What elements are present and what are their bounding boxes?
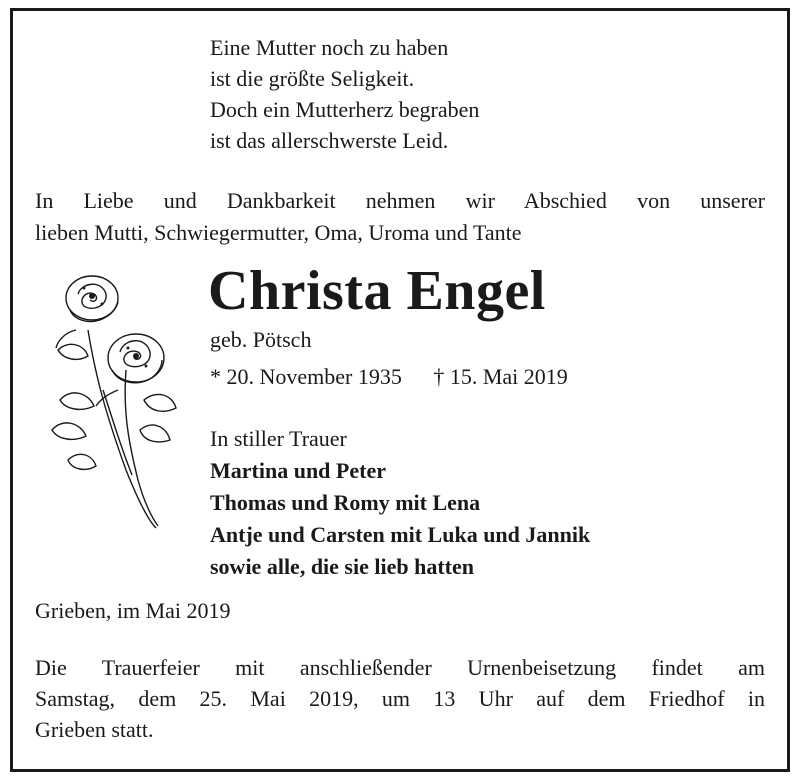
- funeral-line: Samstag, dem 25. Mai 2019, um 13 Uhr auf dem Friedhof in: [35, 686, 765, 711]
- mourner-name: Thomas und Romy mit Lena: [210, 490, 481, 515]
- life-dates: [210, 362, 568, 392]
- intro-line: lieben Mutti, Schwiegermutter, Oma, Uroma und Tante: [35, 220, 522, 245]
- funeral-line: Grieben statt.: [35, 717, 154, 742]
- mourners-heading: In stiller Trauer: [210, 426, 347, 451]
- funeral-info: [35, 652, 765, 745]
- poem-line: ist die größte Seligkeit.: [210, 66, 415, 91]
- poem-line: ist das allerschwerste Leid.: [210, 128, 449, 153]
- poem-line: Doch ein Mutterherz begraben: [210, 97, 480, 122]
- funeral-line: Die Trauerfeier mit anschließender Urnenbeisetzung findet am: [35, 655, 765, 680]
- deceased-name: Christa Engel: [208, 260, 546, 322]
- birth-date: * 20. November 1935: [210, 364, 402, 389]
- poem: [210, 32, 479, 156]
- mourner-name: sowie alle, die sie lieb hatten: [210, 554, 474, 579]
- mourner-name: Antje und Carsten mit Luka und Jannik: [210, 522, 591, 547]
- place-date: Grieben, im Mai 2019: [35, 598, 231, 623]
- death-date: † 15. Mai 2019: [433, 364, 568, 389]
- poem-line: Eine Mutter noch zu haben: [210, 35, 449, 60]
- intro-text: [35, 185, 765, 249]
- birth-name: geb. Pötsch: [210, 327, 312, 352]
- mourners-block: [210, 423, 590, 583]
- intro-line: In Liebe und Dankbarkeit nehmen wir Abschied von unserer: [35, 188, 765, 213]
- roses-illustration: [48, 270, 183, 535]
- mourner-name: Martina und Peter: [210, 458, 386, 483]
